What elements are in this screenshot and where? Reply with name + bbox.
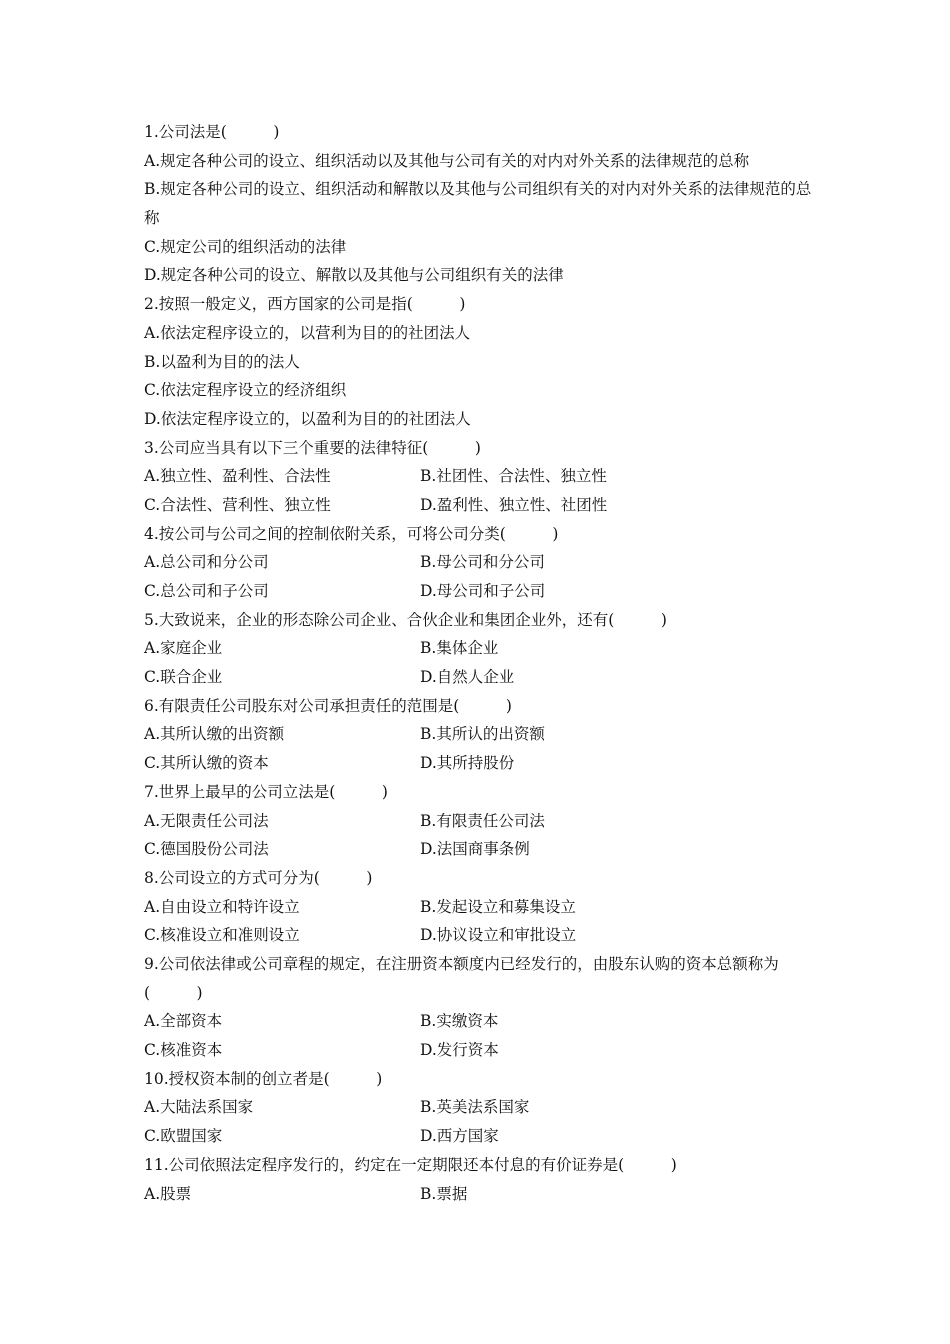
answer-option: D.其所持股份 [420,754,515,773]
answer-option: D.规定各种公司的设立、解散以及其他与公司组织有关的法律 [144,266,564,285]
answer-option: B.其所认的出资额 [420,725,545,744]
answer-option: B.发起设立和募集设立 [420,897,576,916]
answer-option-row [144,634,824,663]
answer-option: A.独立性、盈利性、合法性 [144,467,331,486]
exam-question-list [144,118,824,1208]
answer-option: D.自然人企业 [420,668,515,687]
answer-option-row [144,1036,824,1065]
answer-option: A.无限责任公司法 [144,811,269,830]
answer-option: D.依法定程序设立的，以盈利为目的的社团法人 [144,409,471,428]
answer-option: D.协议设立和审批设立 [420,926,577,945]
question-stem: 2.按照一般定义，西方国家的公司是指( ) [144,295,466,314]
answer-option: B.有限责任公司法 [420,811,545,830]
question-stem: 10.授权资本制的创立者是( ) [144,1069,383,1088]
answer-option: D.发行资本 [420,1041,499,1060]
answer-option: C.规定公司的组织活动的法律 [144,237,347,256]
answer-option: B.集体企业 [420,639,499,658]
answer-option: B.以盈利为目的的法人 [144,352,300,371]
answer-option: B.规定各种公司的设立、组织活动和解散以及其他与公司组织有关的对内对外关系的法律规范的总称 [144,180,812,228]
answer-option: A.依法定程序设立的，以营利为目的的社团法人 [144,323,471,342]
answer-option-row [144,1122,824,1151]
answer-option: D.法国商事条例 [420,840,530,859]
answer-option: C.合法性、营利性、独立性 [144,495,331,514]
answer-option: D.盈利性、独立性、社团性 [420,495,608,514]
question-stem: 11.公司依照法定程序发行的，约定在一定期限还本付息的有价证券是( ) [144,1155,677,1174]
question-stem: 6.有限责任公司股东对公司承担责任的范围是( ) [144,696,512,715]
question-stem: 1.公司法是( ) [144,123,280,141]
answer-option: B.社团性、合法性、独立性 [420,467,607,486]
answer-option: B.实缴资本 [420,1012,499,1031]
answer-option: A.规定各种公司的设立、组织活动以及其他与公司有关的对内对外关系的法律规范的总称 [144,151,750,170]
answer-option-row [144,1180,824,1209]
answer-option: C.联合企业 [144,668,223,687]
answer-option: C.核准设立和准则设立 [144,926,300,945]
answer-option-row [144,548,824,577]
answer-option: A.股票 [144,1184,192,1203]
answer-option: A.自由设立和特许设立 [144,897,300,916]
answer-option-row [144,577,824,606]
answer-option: A.全部资本 [144,1012,223,1031]
answer-option-row [144,462,824,491]
answer-option: D.西方国家 [420,1127,499,1146]
answer-option: A.总公司和分公司 [144,553,269,572]
answer-option-row [144,835,824,864]
question-stem: 8.公司设立的方式可分为( ) [144,868,373,887]
answer-option-row [144,663,824,692]
answer-option-row [144,720,824,749]
answer-option: A.其所认缴的出资额 [144,725,285,744]
question-stem: 3.公司应当具有以下三个重要的法律特征( ) [144,438,481,457]
answer-option: C.核准资本 [144,1041,223,1060]
answer-option-row [144,893,824,922]
answer-option: B.票据 [420,1184,468,1203]
answer-option: A.家庭企业 [144,639,223,658]
answer-option-row [144,921,824,950]
answer-option: C.依法定程序设立的经济组织 [144,381,347,400]
question-stem: 7.世界上最早的公司立法是( ) [144,782,388,801]
answer-option-row [144,1007,824,1036]
answer-option: D.母公司和子公司 [420,582,546,601]
answer-option: C.德国股份公司法 [144,840,269,859]
answer-option-row [144,491,824,520]
answer-option: B.英美法系国家 [420,1098,530,1117]
answer-option-row [144,807,824,836]
answer-option: C.欧盟国家 [144,1127,223,1146]
answer-option: C.其所认缴的资本 [144,754,269,773]
question-stem: 5.大致说来，企业的形态除公司企业、合伙企业和集团企业外，还有( ) [144,610,667,629]
answer-option: A.大陆法系国家 [144,1098,254,1117]
answer-option: C.总公司和子公司 [144,582,269,601]
answer-option-row [144,749,824,778]
question-stem: 9.公司依法律或公司章程的规定，在注册资本额度内已经发行的，由股东认购的资本总额称为( ) [144,954,779,1002]
answer-option-row [144,1093,824,1122]
answer-option: B.母公司和分公司 [420,553,545,572]
question-stem: 4.按公司与公司之间的控制依附关系，可将公司分类( ) [144,524,559,543]
